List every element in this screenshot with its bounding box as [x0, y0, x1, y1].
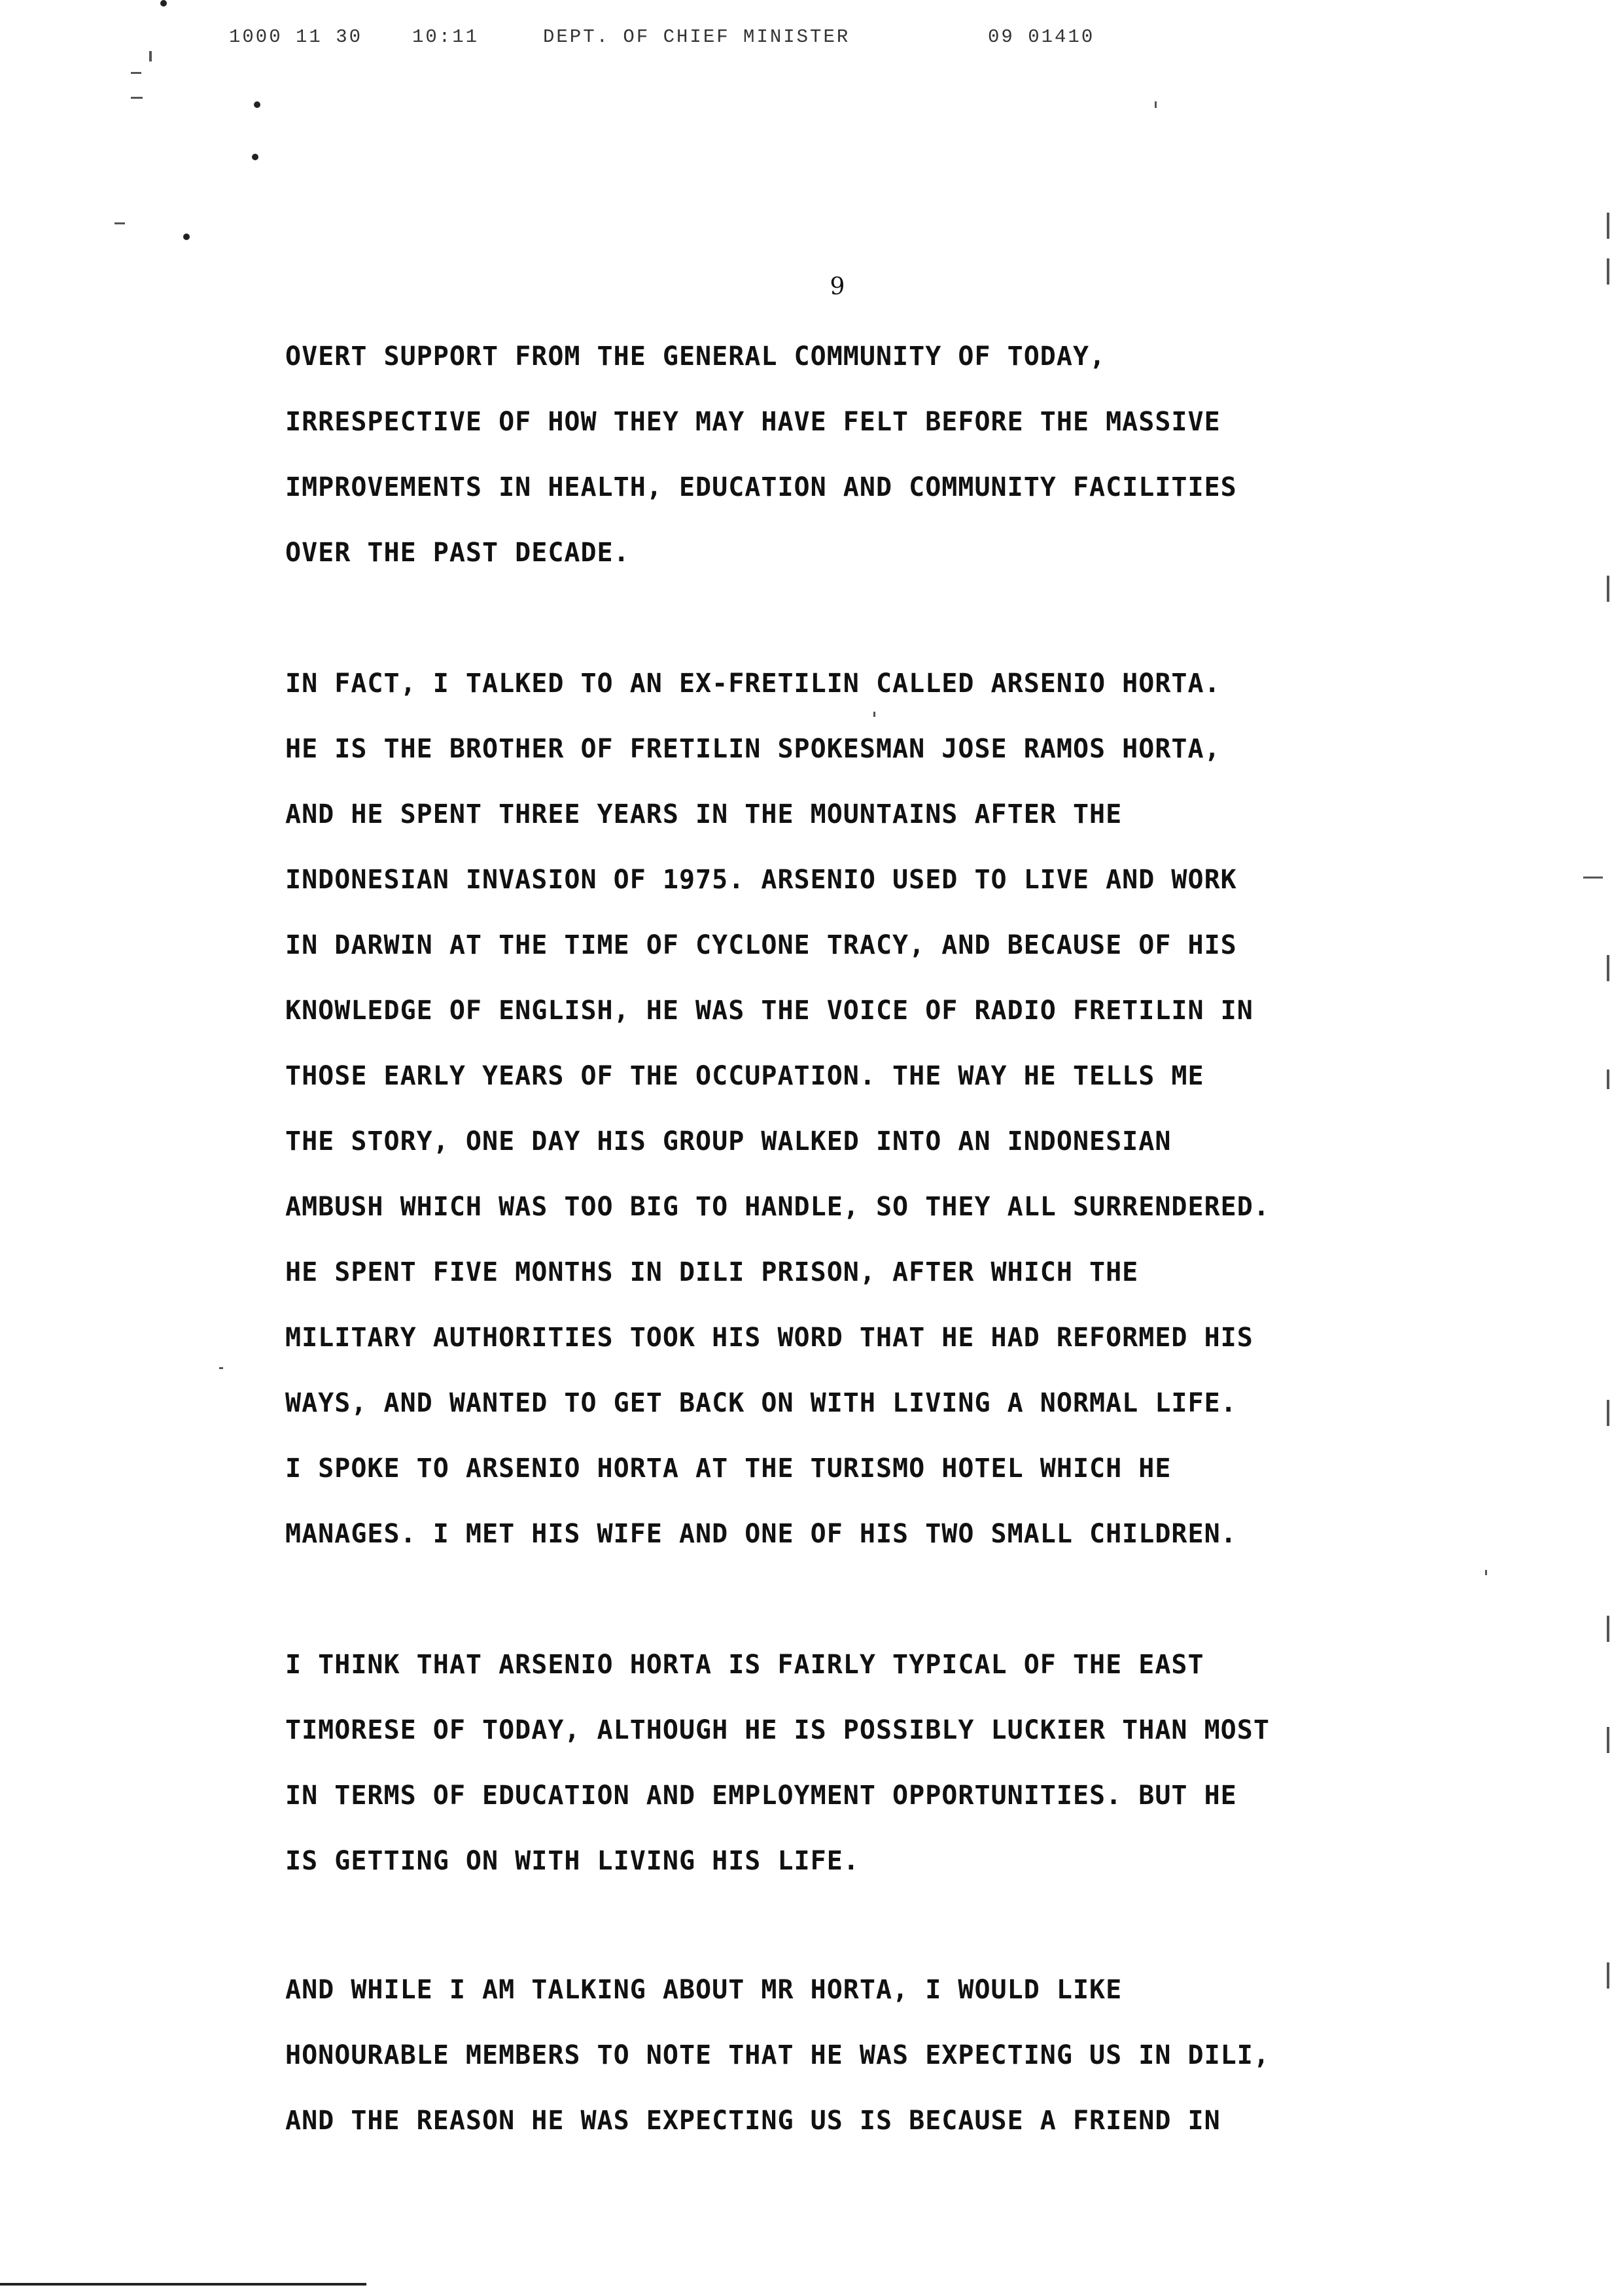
text-line: THOSE EARLY YEARS OF THE OCCUPATION. THE WAY HE TELLS ME [285, 1061, 1204, 1091]
text-line: IN DARWIN AT THE TIME OF CYCLONE TRACY, AND BECAUSE OF HIS [285, 930, 1237, 960]
speech-body [285, 337, 1476, 2166]
text-line: OVERT SUPPORT FROM THE GENERAL COMMUNITY OF TODAY, [285, 341, 1106, 372]
text-line: IMPROVEMENTS IN HEALTH, EDUCATION AND COMMUNITY FACILITIES [285, 472, 1237, 502]
text-line: OVER THE PAST DECADE. [285, 538, 630, 568]
fax-date: 1000 11 30 [229, 26, 363, 48]
scan-speck [1607, 213, 1609, 239]
text-line: MANAGES. I MET HIS WIFE AND ONE OF HIS TWO SMALL CHILDREN. [285, 1519, 1237, 1549]
paragraph-1 [285, 337, 1476, 599]
scan-speck [1607, 1962, 1609, 1989]
scan-speck [114, 222, 125, 224]
text-line: HE IS THE BROTHER OF FRETILIN SPOKESMAN JOSE RAMOS HORTA, [285, 734, 1221, 764]
fax-number: 09 01410 [988, 26, 1095, 48]
scan-speck [219, 1367, 223, 1369]
scan-speck [1607, 1727, 1609, 1753]
text-line: TIMORESE OF TODAY, ALTHOUGH HE IS POSSIBLY LUCKIER THAN MOST [285, 1715, 1270, 1745]
text-line: WAYS, AND WANTED TO GET BACK ON WITH LIVING A NORMAL LIFE. [285, 1388, 1237, 1418]
scan-speck [1607, 1400, 1609, 1426]
text-line: KNOWLEDGE OF ENGLISH, HE WAS THE VOICE OF RADIO FRETILIN IN [285, 996, 1253, 1026]
scan-speck [149, 51, 152, 61]
scan-speck [183, 234, 190, 240]
text-line: AND THE REASON HE WAS EXPECTING US IS BECAUSE A FRIEND IN [285, 2106, 1221, 2136]
text-line: AMBUSH WHICH WAS TOO BIG TO HANDLE, SO THEY ALL SURRENDERED. [285, 1192, 1270, 1222]
scan-speck [1607, 576, 1609, 602]
scan-speck [160, 0, 167, 7]
paragraph-2 [285, 664, 1476, 1580]
text-line: HONOURABLE MEMBERS TO NOTE THAT HE WAS EXPECTING US IN DILI, [285, 2040, 1270, 2070]
paragraph-4 [285, 1970, 1476, 2166]
text-line: AND WHILE I AM TALKING ABOUT MR HORTA, I WOULD LIKE [285, 1975, 1123, 2005]
text-line: MILITARY AUTHORITIES TOOK HIS WORD THAT HE HAD REFORMED HIS [285, 1323, 1253, 1353]
text-line: IS GETTING ON WITH LIVING HIS LIFE. [285, 1846, 860, 1876]
text-line: I THINK THAT ARSENIO HORTA IS FAIRLY TYPICAL OF THE EAST [285, 1650, 1204, 1680]
scan-speck [254, 101, 260, 108]
fax-header [229, 26, 1210, 59]
scan-speck [131, 97, 143, 99]
scan-speck [1485, 1570, 1487, 1575]
scan-speck [1155, 101, 1157, 108]
text-line: INDONESIAN INVASION OF 1975. ARSENIO USED TO LIVE AND WORK [285, 865, 1237, 895]
text-line: AND HE SPENT THREE YEARS IN THE MOUNTAINS AFTER THE [285, 799, 1123, 829]
paragraph-3 [285, 1645, 1476, 1907]
text-line: IRRESPECTIVE OF HOW THEY MAY HAVE FELT BEFORE THE MASSIVE [285, 407, 1221, 437]
page-number: 9 [830, 273, 845, 300]
text-line: HE SPENT FIVE MONTHS IN DILI PRISON, AFTER WHICH THE [285, 1257, 1139, 1287]
fax-sender: DEPT. OF CHIEF MINISTER [543, 26, 850, 48]
scan-speck [1607, 1070, 1609, 1089]
scan-speck [1583, 877, 1603, 878]
scan-speck [1607, 955, 1609, 981]
scan-speck [1607, 1616, 1609, 1642]
scan-speck [131, 72, 141, 74]
text-line: IN TERMS OF EDUCATION AND EMPLOYMENT OPPORTUNITIES. BUT HE [285, 1781, 1237, 1811]
text-line: I SPOKE TO ARSENIO HORTA AT THE TURISMO HOTEL WHICH HE [285, 1453, 1172, 1484]
text-line: THE STORY, ONE DAY HIS GROUP WALKED INTO AN INDONESIAN [285, 1126, 1172, 1157]
bottom-scan-rule [0, 2283, 366, 2286]
text-line: IN FACT, I TALKED TO AN EX-FRETILIN CALLED ARSENIO HORTA. [285, 669, 1221, 699]
fax-time: 10:11 [412, 26, 480, 48]
scan-speck [252, 154, 258, 160]
scan-speck [1607, 258, 1609, 285]
